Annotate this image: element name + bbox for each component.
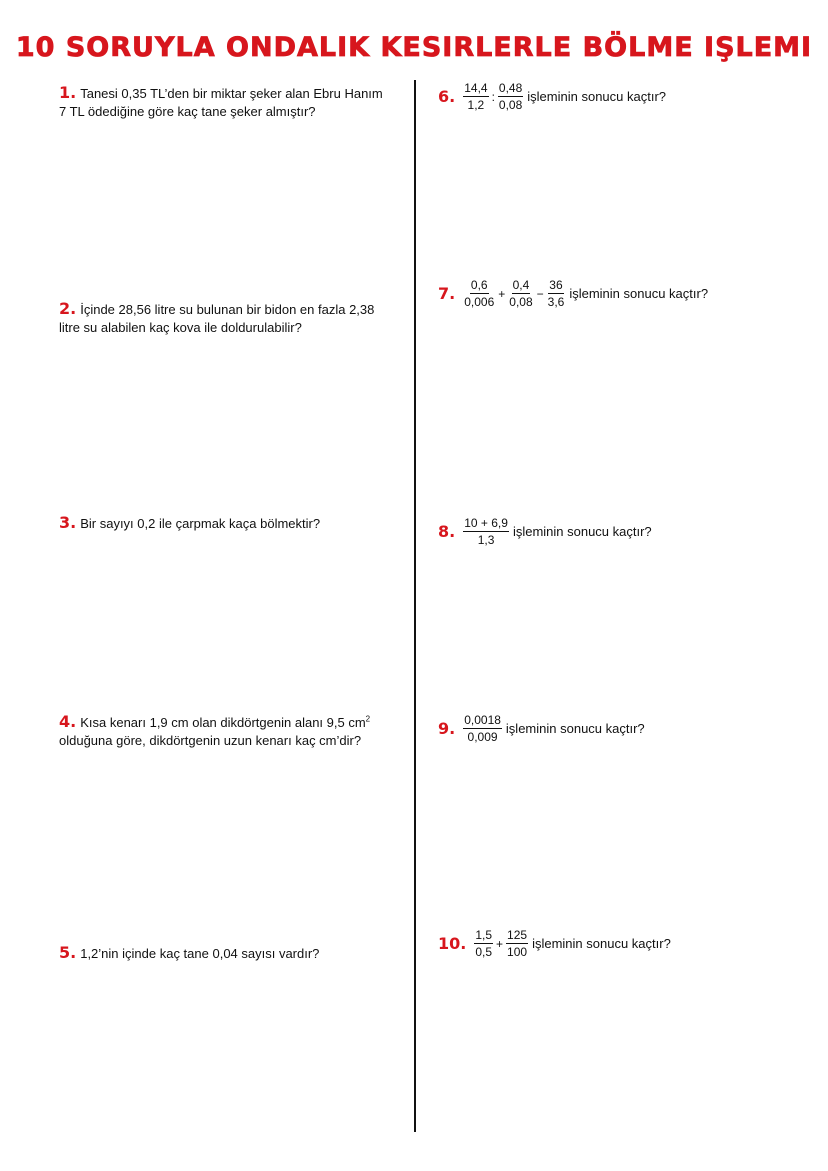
fraction <box>474 928 493 959</box>
fraction <box>463 713 502 744</box>
numerator: 36 <box>549 278 563 292</box>
denominator: 1,2 <box>467 98 485 112</box>
question-number: 4. <box>59 712 77 731</box>
question-text: İçinde 28,56 litre su bulunan bir bidon en fazla 2,38 litre su alabilen kaç kova ile doldurulabilir? <box>59 302 375 335</box>
column-divider <box>414 80 416 1132</box>
question-number: 6. <box>438 86 456 106</box>
question-8 <box>438 516 798 547</box>
question-number: 2. <box>59 299 77 318</box>
numerator: 125 <box>507 928 528 942</box>
denominator: 0,5 <box>475 945 493 959</box>
question-5 <box>59 944 389 963</box>
question-6 <box>438 81 798 112</box>
denominator: 0,08 <box>498 98 523 112</box>
fraction <box>508 278 533 309</box>
denominator: 1,3 <box>477 533 495 547</box>
denominator: 0,08 <box>509 295 533 309</box>
question-number: 1. <box>59 83 77 102</box>
fraction <box>498 81 523 112</box>
question-text: 1,2’nin içinde kaç tane 0,04 sayısı vardır? <box>80 946 320 961</box>
denominator: 0,006 <box>464 295 495 309</box>
page-title: 10 SORUYLA ONDALIK KESIRLERLE BÖLME IŞLEMI <box>15 32 813 63</box>
question-7 <box>438 278 798 309</box>
operator: + <box>496 936 504 951</box>
question-text: işleminin sonucu kaçtır? <box>527 88 667 104</box>
question-number: 7. <box>438 283 456 303</box>
numerator: 0,0018 <box>464 713 501 727</box>
question-text-part-b: olduğuna göre, dikdörtgenin uzun kenarı kaç cm’dir? <box>59 733 362 748</box>
question-text: işleminin sonucu kaçtır? <box>532 935 671 951</box>
denominator: 100 <box>507 945 528 959</box>
numerator: 0,48 <box>498 81 523 95</box>
denominator: 0,009 <box>467 730 498 744</box>
numerator: 14,4 <box>464 81 488 95</box>
question-9 <box>438 713 798 744</box>
question-1 <box>59 84 389 121</box>
numerator: 1,5 <box>475 928 493 942</box>
fraction <box>547 278 566 309</box>
operator: : <box>491 89 495 104</box>
question-text: işleminin sonucu kaçtır? <box>512 523 652 539</box>
question-text: Tanesi 0,35 TL’den bir miktar şeker alan Ebru Hanım 7 TL ödediğine göre kaç tane şeker almıştır? <box>59 86 383 119</box>
question-number: 3. <box>59 513 77 532</box>
fraction <box>506 928 528 959</box>
question-number: 9. <box>438 718 456 738</box>
question-text-part-a: Kısa kenarı 1,9 cm olan dikdörtgenin alanı 9,5 cm <box>80 715 366 730</box>
question-2 <box>59 300 389 337</box>
denominator: 3,6 <box>547 295 565 309</box>
question-text: Bir sayıyı 0,2 ile çarpmak kaça bölmektir? <box>80 516 321 531</box>
fraction <box>463 516 509 547</box>
question-number: 5. <box>59 943 77 962</box>
operator: − <box>536 286 544 301</box>
question-10 <box>438 928 798 959</box>
question-number: 10. <box>438 933 467 953</box>
operator: + <box>498 286 506 301</box>
numerator: 0,4 <box>512 278 530 292</box>
question-4 <box>59 713 389 750</box>
fraction <box>463 81 488 112</box>
superscript-exponent: 2 <box>365 714 371 724</box>
question-text: işleminin sonucu kaçtır? <box>505 720 645 736</box>
question-number: 8. <box>438 521 456 541</box>
question-3 <box>59 514 389 533</box>
numerator: 0,6 <box>470 278 488 292</box>
fraction <box>463 278 495 309</box>
question-text: işleminin sonucu kaçtır? <box>569 285 709 301</box>
numerator: 10 + 6,9 <box>464 516 508 530</box>
